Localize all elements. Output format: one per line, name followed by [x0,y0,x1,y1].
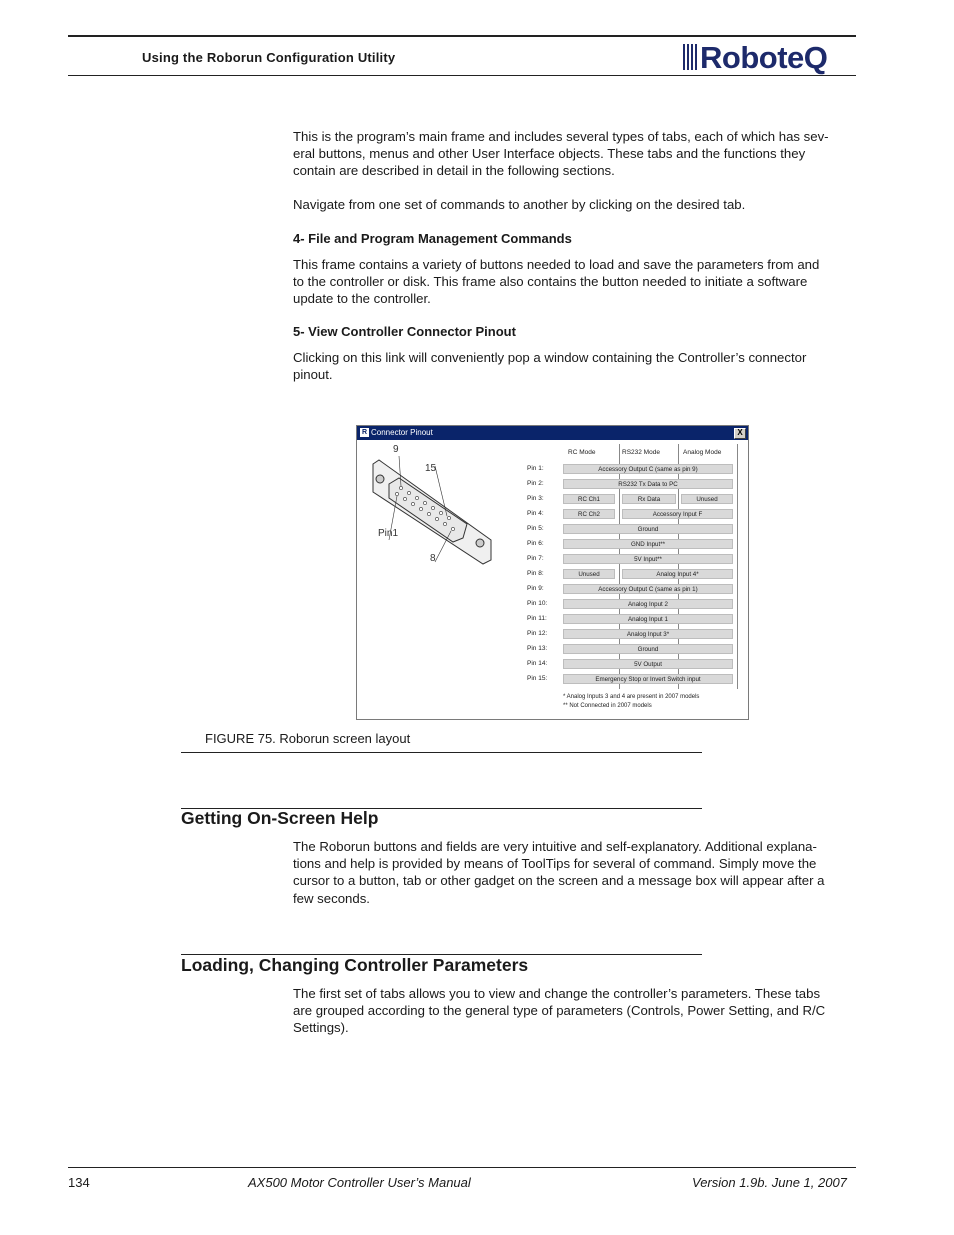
roboteq-logo [683,40,857,74]
col-header-rc-mode: RC Mode [568,449,596,456]
section-5-paragraph [293,349,858,383]
section-4-heading: 4- File and Program Management Commands [293,231,572,246]
loading-paragraph [293,985,858,1037]
pin-cell: Ground [563,524,733,534]
header-top-rule [68,35,856,37]
pin-label: Pin 14: [527,660,548,667]
section-4-line-3: update to the controller. [293,291,431,307]
logo-text: RoboteQ [700,39,828,75]
pin-label: Pin 7: [527,555,544,562]
figure-note-1: * Analog Inputs 3 and 4 are present in 2007 models [563,694,700,700]
footer-manual-title: AX500 Motor Controller User’s Manual [248,1175,471,1190]
window-title: Connector Pinout [371,428,433,437]
window-title-bar [357,426,748,440]
section-4-paragraph [293,256,858,308]
connector-screw-right [476,539,484,547]
help-paragraph [293,838,858,907]
pin-cell: 5V Output [563,659,733,669]
intro-line-3: contain are described in detail in the following sections. [293,163,615,179]
pin-cell: Rx Data [622,494,676,504]
app-r-icon: R [361,429,368,436]
pin-label: Pin 2: [527,480,544,487]
figure-note-2: ** Not Connected in 2007 models [563,703,652,709]
section-4-line-2: to the controller or disk. This frame also contains the button needed to initiate a software [293,274,808,290]
help-line-2: tions and help is provided by means of ToolTips for several of command. Simply move the [293,856,817,872]
footer-page-number: 134 [68,1175,90,1190]
help-line-1: The Roborun buttons and fields are very intuitive and self-explanatory. Additional explana- [293,839,817,854]
help-section-title: Getting On-Screen Help [181,808,379,828]
loading-line-1: The first set of tabs allows you to view and change the controller’s parameters. These tabs [293,986,821,1001]
pin-cell: 5V Input** [563,554,733,564]
footer-rule [68,1167,856,1168]
loading-section-title: Loading, Changing Controller Parameters [181,955,529,975]
pin-cell: Analog Input 4* [622,569,733,579]
pin-label: Pin 9: [527,585,544,592]
pin-cell: GND Input** [563,539,733,549]
pin-cell: RS232 Tx Data to PC [563,479,733,489]
logo-bars-icon [683,44,697,70]
intro-line-1: This is the program’s main frame and includes several types of tabs, each of which has sev- [293,129,829,144]
pin-label: Pin 5: [527,525,544,532]
pin-label: Pin 8: [527,570,544,577]
pin-label: Pin 15: [527,675,548,682]
pin-label: Pin 11: [527,615,547,622]
pin-cell: Ground [563,644,733,654]
intro-navigate-paragraph: Navigate from one set of commands to another by clicking on the desired tab. [293,197,746,212]
intro-paragraph [293,128,858,180]
pin-label: Pin 6: [527,540,544,547]
pin-label: Pin 10: [527,600,548,607]
help-line-3: cursor to a button, tab or other gadget on the screen and a message box will appear after a [293,873,825,889]
intro-line-2: eral buttons, menus and other User Interface objects. These tabs and the functions they [293,146,806,162]
pin-cell: Accessory Output C (same as pin 1) [563,584,733,594]
pin-cell: Unused [563,569,615,579]
pin-cell: Accessory Output C (same as pin 9) [563,464,733,474]
pin-label: Pin 1: [527,465,544,472]
pin-cell: Analog Input 2 [563,599,733,609]
pin-cell: Unused [681,494,733,504]
pin-label: Pin 13: [527,645,548,652]
col-header-analog-mode: Analog Mode [683,449,722,456]
footer-version: Version 1.9b. June 1, 2007 [692,1175,847,1190]
loading-line-2: are grouped according to the general type of parameters (Controls, Power Setting, and R/C [293,1003,826,1019]
pin-cell: Emergency Stop or Invert Switch input [563,674,733,684]
connector-label-15: 15 [425,463,437,474]
pin-label: Pin 3: [527,495,544,502]
window-close-button[interactable]: X [734,428,746,439]
caption-rule [181,752,702,753]
section-5-heading: 5- View Controller Connector Pinout [293,324,516,339]
section-4-line-1: This frame contains a variety of buttons needed to load and save the parameters from and [293,257,820,272]
pin-cell: Accessory Input F [622,509,733,519]
connector-pinout-window [356,425,749,720]
loading-line-3: Settings). [293,1020,349,1036]
pin-cell: Analog Input 1 [563,614,733,624]
column-divider-3 [737,444,738,689]
pin-cell: RC Ch2 [563,509,615,519]
help-line-4: few seconds. [293,890,370,906]
pin-cell: Analog Input 3* [563,629,733,639]
pin-cell: RC Ch1 [563,494,615,504]
section-5-line-2: pinout. [293,367,333,383]
pin-label: Pin 4: [527,510,544,517]
pin-label: Pin 12: [527,630,548,637]
figure-caption: FIGURE 75. Roborun screen layout [205,731,411,746]
connector-label-8: 8 [430,553,436,564]
section-5-line-1: Clicking on this link will conveniently pop a window containing the Controller’s connector [293,350,807,365]
running-header-title: Using the Roborun Configuration Utility [142,50,396,65]
col-header-rs232-mode: RS232 Mode [622,449,660,456]
connector-screw-left [376,475,384,483]
connector-label-pin1: Pin1 [378,528,399,539]
header-bottom-rule [68,75,856,76]
connector-label-9: 9 [393,444,399,455]
